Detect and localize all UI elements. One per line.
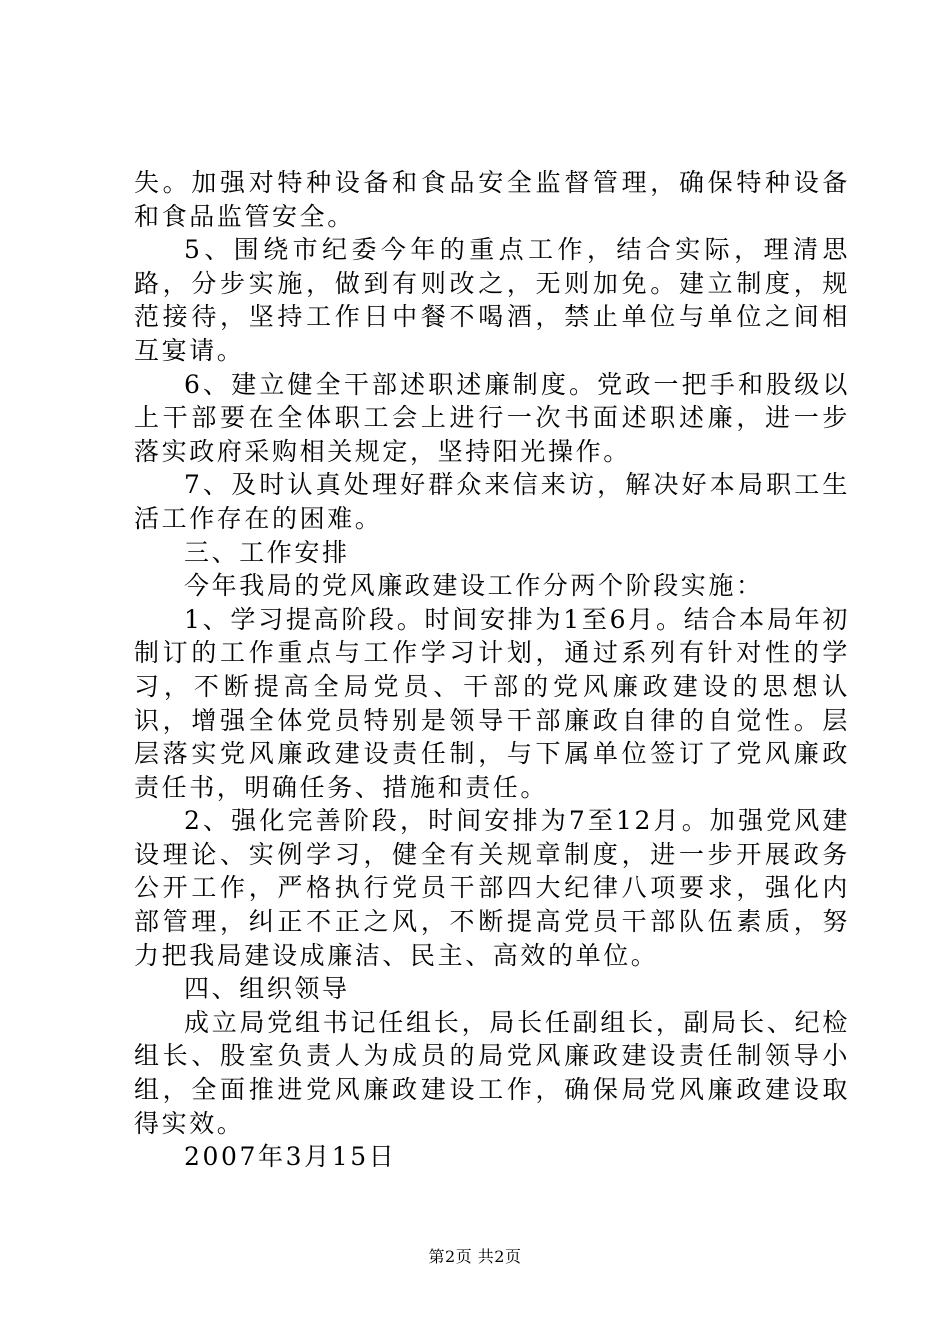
document-body [134, 166, 850, 1174]
section-heading-organization: 四、组织领导 [184, 974, 350, 1004]
page-number-footer: 第2页 共2页 [428, 1247, 522, 1266]
section-heading-work-arrangement: 三、工作安排 [184, 537, 350, 567]
paragraph-item-5: 5、围绕市纪委今年的重点工作，结合实际，理清思路，分步实施，做到有则改之，无则加免。建立制度，规范接待，坚持工作日中餐不喝酒，禁止单位与单位之间相互宴请。 [134, 235, 850, 365]
paragraph-continued: 失。加强对特种设备和食品安全监督管理，确保特种设备和食品监管安全。 [134, 168, 850, 231]
paragraph-stages-intro: 今年我局的党风廉政建设工作分两个阶段实施： [184, 571, 764, 601]
document-date: 2007年3月15日 [184, 1142, 397, 1172]
paragraph-organization: 成立局党组书记任组长，局长任副组长，副局长、纪检组长、股室负责人为成员的局党风廉政建设责任制领导小组，全面推进党风廉政建设工作，确保局党风廉政建设取得实效。 [134, 1007, 850, 1138]
paragraph-stage-2: 2、强化完善阶段，时间安排为7至12月。加强党风建设理论、实例学习，健全有关规章制度，进一步开展政务公开工作，严格执行党员干部四大纪律八项要求，强化内部管理，纠正不正之风，不断提高党员干部队伍素质，努力把我局建设成廉洁、民主、高效的单位。 [134, 806, 850, 970]
paragraph-stage-1: 1、学习提高阶段。时间安排为1至6月。结合本局年初制订的工作重点与工作学习计划，通过系列有针对性的学习，不断提高全局党员、干部的党风廉政建设的思想认识，增强全体党员特别是领导干部廉政自律的自觉性。层层落实党风廉政建设责任制，与下属单位签订了党风廉政责任书，明确任务、措施和责任。 [134, 604, 850, 802]
paragraph-item-6: 6、建立健全干部述职述廉制度。党政一把手和股级以上干部要在全体职工会上进行一次书面述职述廉，进一步落实政府采购相关规定，坚持阳光操作。 [134, 369, 850, 466]
paragraph-item-7: 7、及时认真处理好群众来信来访，解决好本局职工生活工作存在的困难。 [134, 470, 850, 533]
